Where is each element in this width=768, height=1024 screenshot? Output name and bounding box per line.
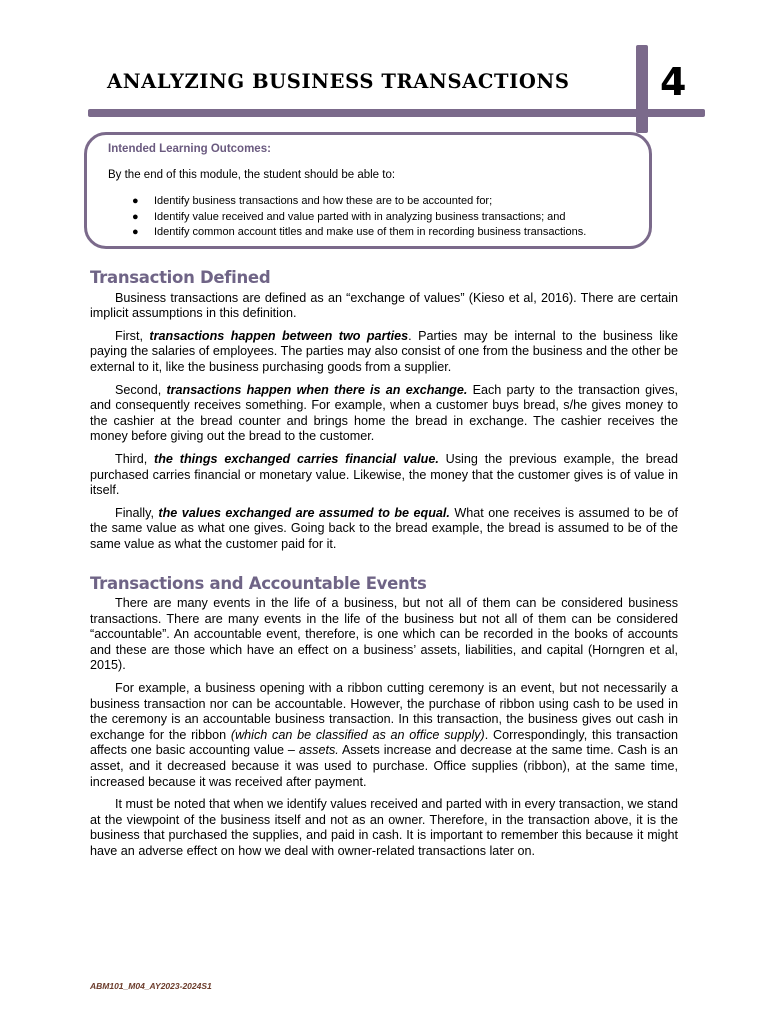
paragraph: For example, a business opening with a ribbon cutting ceremony is an event, but not necessarily a business transaction nor can be accountable. However, the purchase of ribbon using cash to be used in the ceremony is an accountable business transaction. In this transaction, the business gives out cash in exchange for the ribbon (which can be classified as an office supply). Correspondingly, this transaction affects one basic accounting value – assets. Assets increase and decrease at the same time. Cash is an asset, and it decreased because it was used to purchase. Office supplies (ribbon), at the same time, increased because it was received after payment. bbox=[90, 681, 679, 789]
learning-outcomes-title: Intended Learning Outcomes: bbox=[108, 143, 271, 155]
section-heading: Transactions and Accountable Events bbox=[90, 573, 427, 593]
learning-outcomes-list bbox=[108, 194, 586, 241]
emphasis: the values exchanged are assumed to be equal. bbox=[158, 505, 450, 520]
list-item bbox=[108, 194, 586, 210]
paragraph: It must be noted that when we identify values received and parted with in every transaction, we stand at the viewpoint of the business itself and not as an owner. Therefore, in the transaction above, it is the business that purchased the supplies, and paid in cash. It is important to remember this because it might have an adverse effect on how we deal with owner-related transactions later on. bbox=[90, 797, 678, 858]
emphasis: transactions happen when there is an exchange. bbox=[166, 382, 468, 397]
paragraph: Business transactions are defined as an “exchange of values” (Kieso et al, 2016). There are certain implicit assumptions in this definition. bbox=[90, 290, 678, 321]
outcome-text: Identify business transactions and how these are to be accounted for; bbox=[154, 195, 493, 207]
paragraph: First, transactions happen between two parties. Parties may be internal to the business like paying the salaries of employees. The parties may also consist of one from the business and the other be external to it, like the business purchasing goods from a supplier. bbox=[90, 328, 679, 374]
body-content bbox=[90, 270, 678, 867]
emphasis: assets. bbox=[298, 743, 339, 758]
list-item bbox=[108, 225, 586, 241]
list-item bbox=[108, 210, 586, 226]
emphasis: the things exchanged carries financial value. bbox=[154, 451, 439, 466]
paragraph: Third, the things exchanged carries financial value. Using the previous example, the bread purchased carries financial or monetary value. Likewise, the money that the customer gives is of value in itself. bbox=[90, 451, 679, 498]
bullet-icon: ● bbox=[132, 210, 139, 223]
outcome-text: Identify value received and value parted with in analyzing business transactions; and bbox=[154, 210, 566, 223]
footer-code: ABM101_M04_AY2023-2024S1 bbox=[90, 981, 212, 991]
section-heading: Transaction Defined bbox=[90, 268, 271, 287]
header-vertical-rule bbox=[636, 45, 648, 133]
emphasis: transactions happen between two parties bbox=[149, 328, 409, 343]
emphasis: (which can be classified as an office supply) bbox=[230, 727, 485, 742]
bullet-icon: ● bbox=[132, 195, 139, 207]
chapter-number: 4 bbox=[660, 60, 687, 104]
bullet-icon: ● bbox=[132, 226, 139, 238]
chapter-title: ANALYZING BUSINESS TRANSACTIONS bbox=[107, 70, 570, 93]
outcome-text: Identify common account titles and make use of them in recording business transactions. bbox=[154, 226, 587, 238]
paragraph: Second, transactions happen when there is an exchange. Each party to the transaction gives, and consequently receives something. For example, when a customer buys bread, s/he gives money to the cashier at the bread counter and brings home the bread in exchange. The cashier receives the money before giving out the bread to the customer. bbox=[90, 382, 678, 444]
header-horizontal-rule bbox=[88, 109, 705, 117]
paragraph: Finally, the values exchanged are assumed to be equal. What one receives is assumed to be of the same value as what one gives. Going back to the bread example, the bread is assumed to be of the same value as what the customer paid for it. bbox=[90, 505, 678, 551]
learning-outcomes-intro: By the end of this module, the student should be able to: bbox=[108, 169, 396, 181]
paragraph: There are many events in the life of a business, but not all of them can be considered business transactions. There are many events in the life of the business but not all of them can be considered “accountable”. An accountable event, therefore, is one which can be recorded in the books of accounts and these are those which have an effect on a business’ assets, liabilities, and capital (Horngren et al, 2015). bbox=[90, 596, 678, 673]
